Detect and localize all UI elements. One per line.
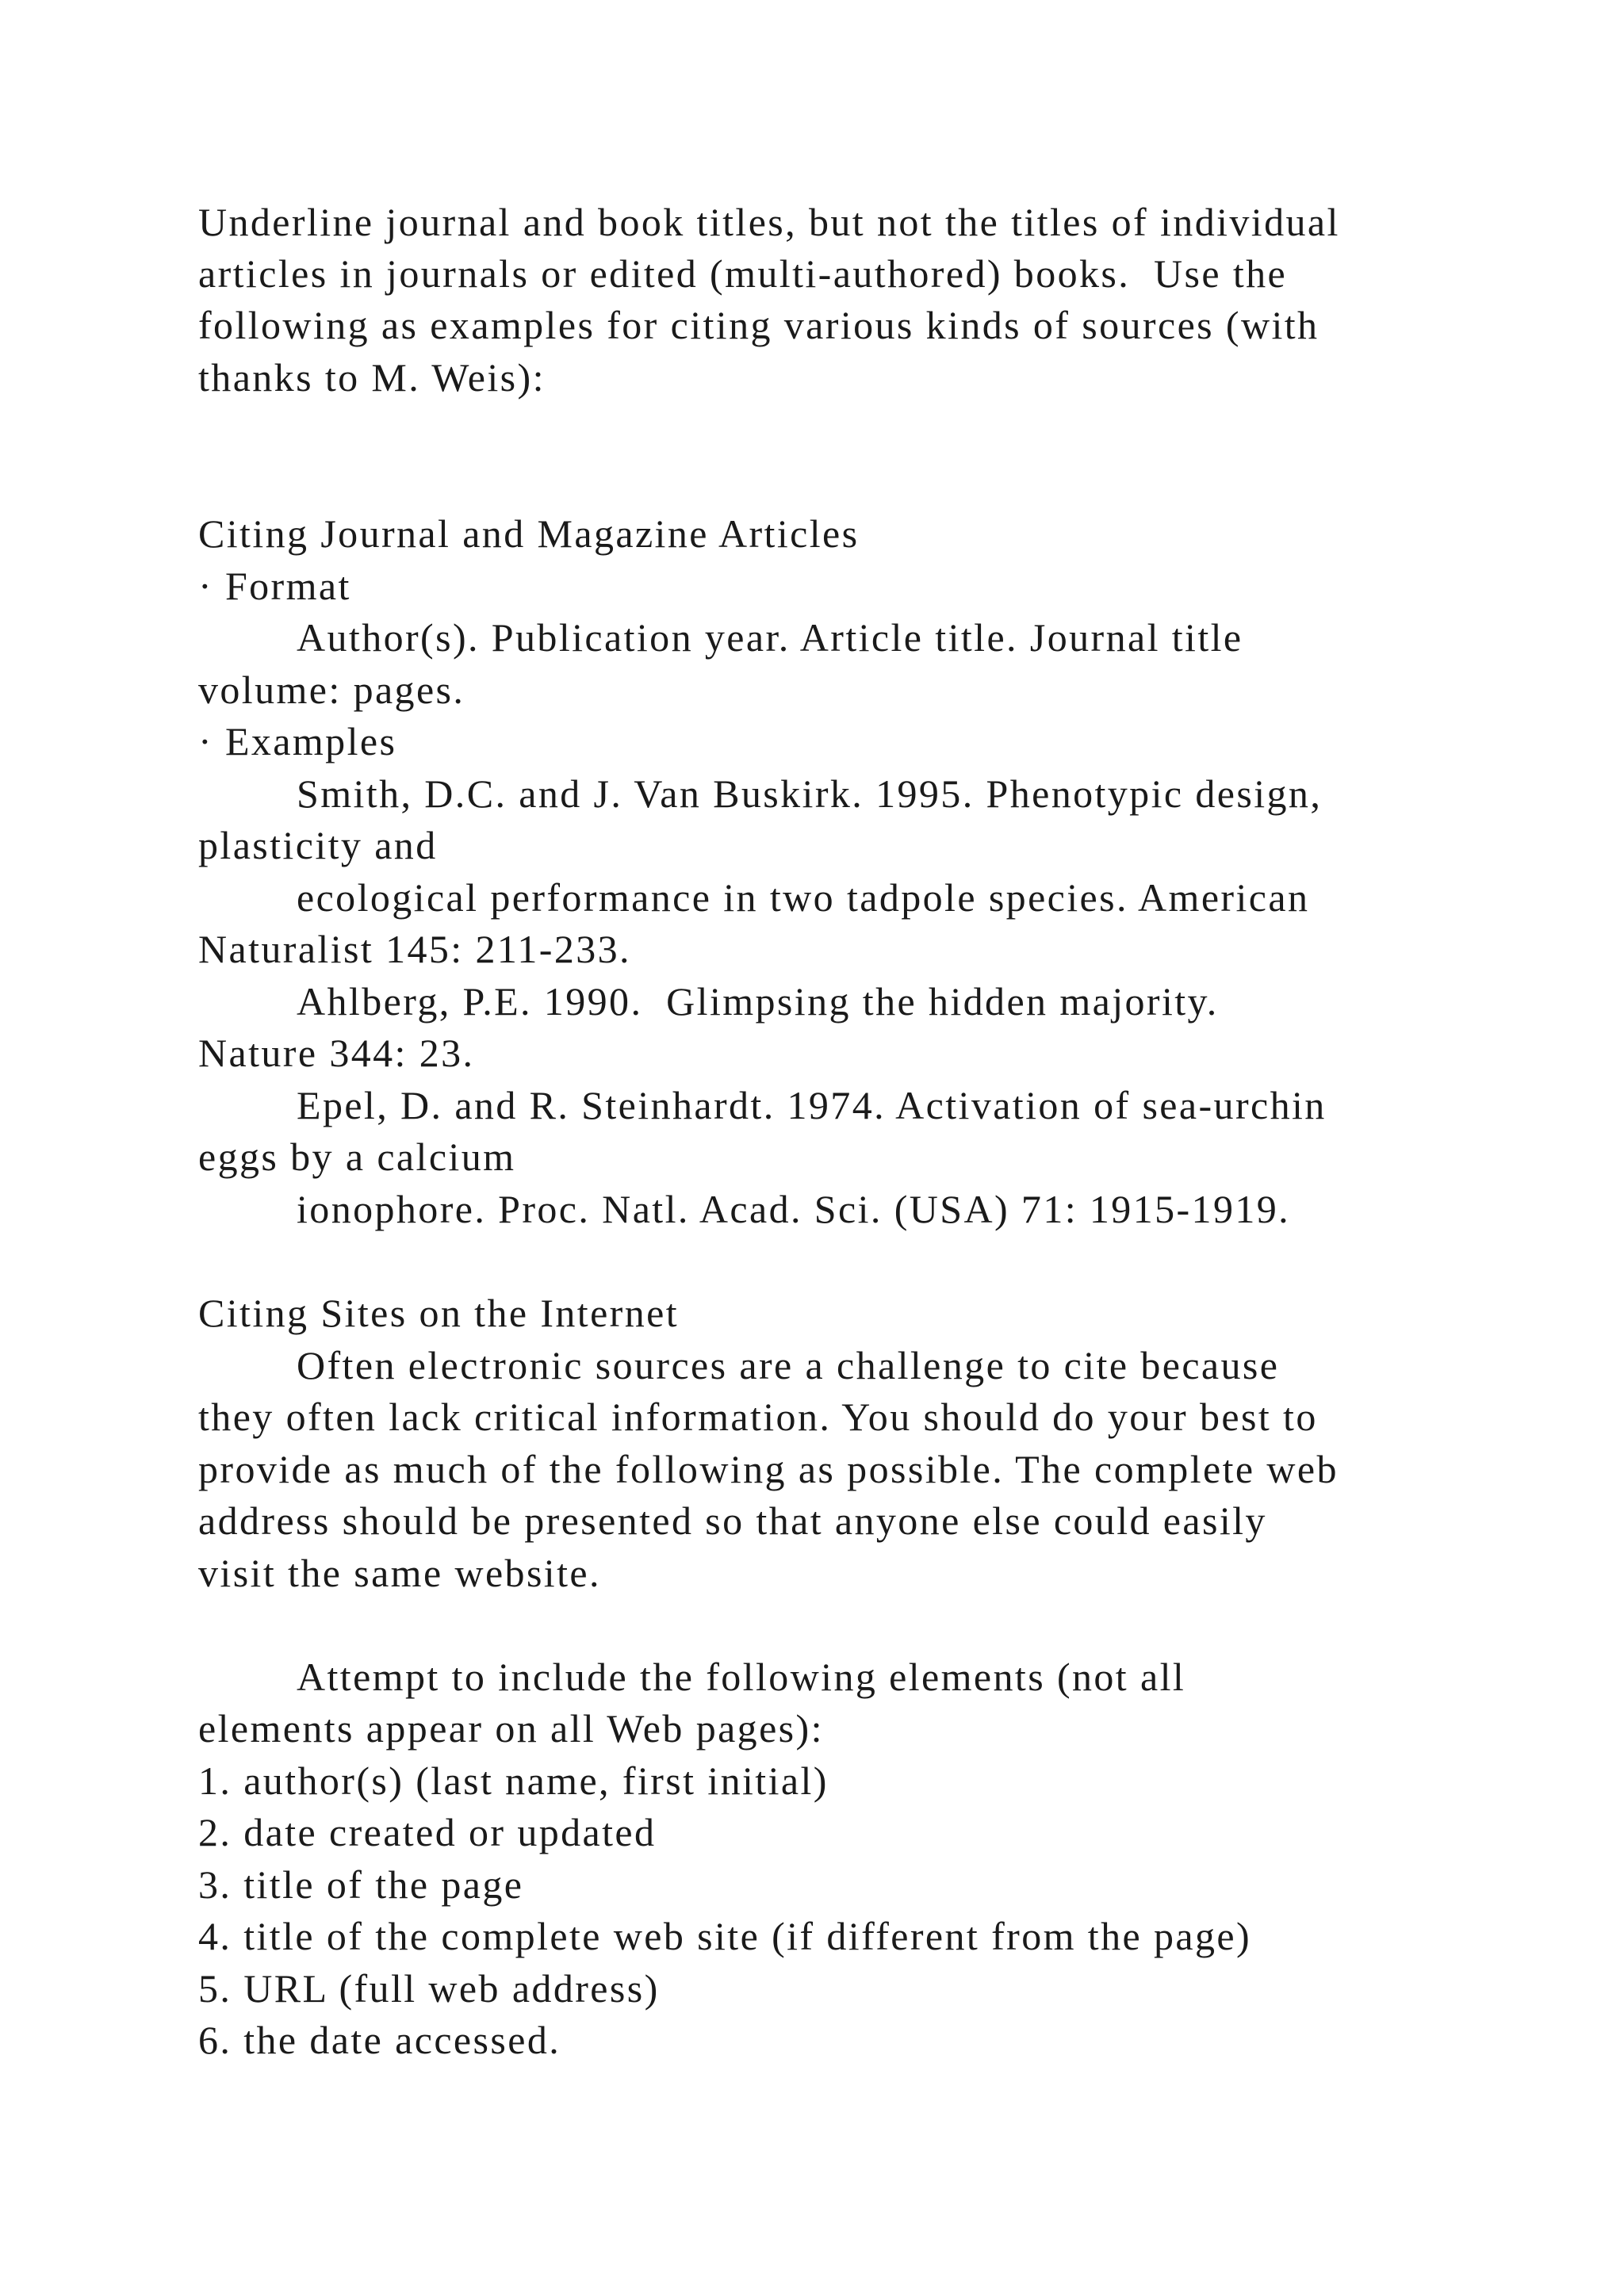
- list-item: 1. author(s) (last name, first initial): [198, 1758, 829, 1803]
- intro-line: Underline journal and book titles, but not the titles of individual: [198, 200, 1340, 244]
- example-line: Naturalist 145: 211-233.: [198, 927, 631, 971]
- example-line: Nature 344: 23.: [198, 1031, 475, 1075]
- internet-paragraph-line: visit the same website.: [198, 1551, 601, 1595]
- internet-section-heading: Citing Sites on the Internet: [198, 1291, 680, 1335]
- example-line: eggs by a calcium: [198, 1135, 516, 1179]
- format-line: volume: pages.: [198, 668, 465, 712]
- example-line: Epel, D. and R. Steinhardt. 1974. Activation of sea-urchin: [297, 1083, 1327, 1127]
- examples-bullet: · Examples: [198, 719, 397, 763]
- example-line: Smith, D.C. and J. Van Buskirk. 1995. Phenotypic design,: [297, 771, 1323, 816]
- attempt-line: elements appear on all Web pages):: [198, 1706, 824, 1751]
- example-line: plasticity and: [198, 823, 438, 867]
- internet-paragraph-line: provide as much of the following as possible. The complete web: [198, 1447, 1339, 1491]
- example-line: Ahlberg, P.E. 1990. Glimpsing the hidden majority.: [297, 979, 1219, 1024]
- internet-paragraph-line: Often electronic sources are a challenge to cite because: [297, 1343, 1280, 1387]
- internet-paragraph-line: they often lack critical information. You should do your best to: [198, 1395, 1318, 1439]
- attempt-line: Attempt to include the following elements (not all: [297, 1655, 1186, 1699]
- journal-section-heading: Citing Journal and Magazine Articles: [198, 511, 860, 556]
- list-item: 4. title of the complete web site (if different from the page): [198, 1914, 1251, 1958]
- list-item: 3. title of the page: [198, 1862, 524, 1907]
- intro-line: following as examples for citing various kinds of sources (with: [198, 303, 1320, 347]
- example-line: ionophore. Proc. Natl. Acad. Sci. (USA) 71: 1915-1919.: [297, 1187, 1291, 1231]
- internet-paragraph-line: address should be presented so that anyone else could easily: [198, 1498, 1267, 1543]
- list-item: 6. the date accessed.: [198, 2018, 561, 2062]
- format-line: Author(s). Publication year. Article title. Journal title: [297, 615, 1243, 660]
- intro-line: articles in journals or edited (multi-authored) books. Use the: [198, 251, 1288, 296]
- list-item: 5. URL (full web address): [198, 1966, 660, 2011]
- example-line: ecological performance in two tadpole species. American: [297, 875, 1310, 920]
- format-bullet: · Format: [198, 564, 351, 608]
- intro-line: thanks to M. Weis):: [198, 355, 546, 400]
- list-item: 2. date created or updated: [198, 1810, 657, 1854]
